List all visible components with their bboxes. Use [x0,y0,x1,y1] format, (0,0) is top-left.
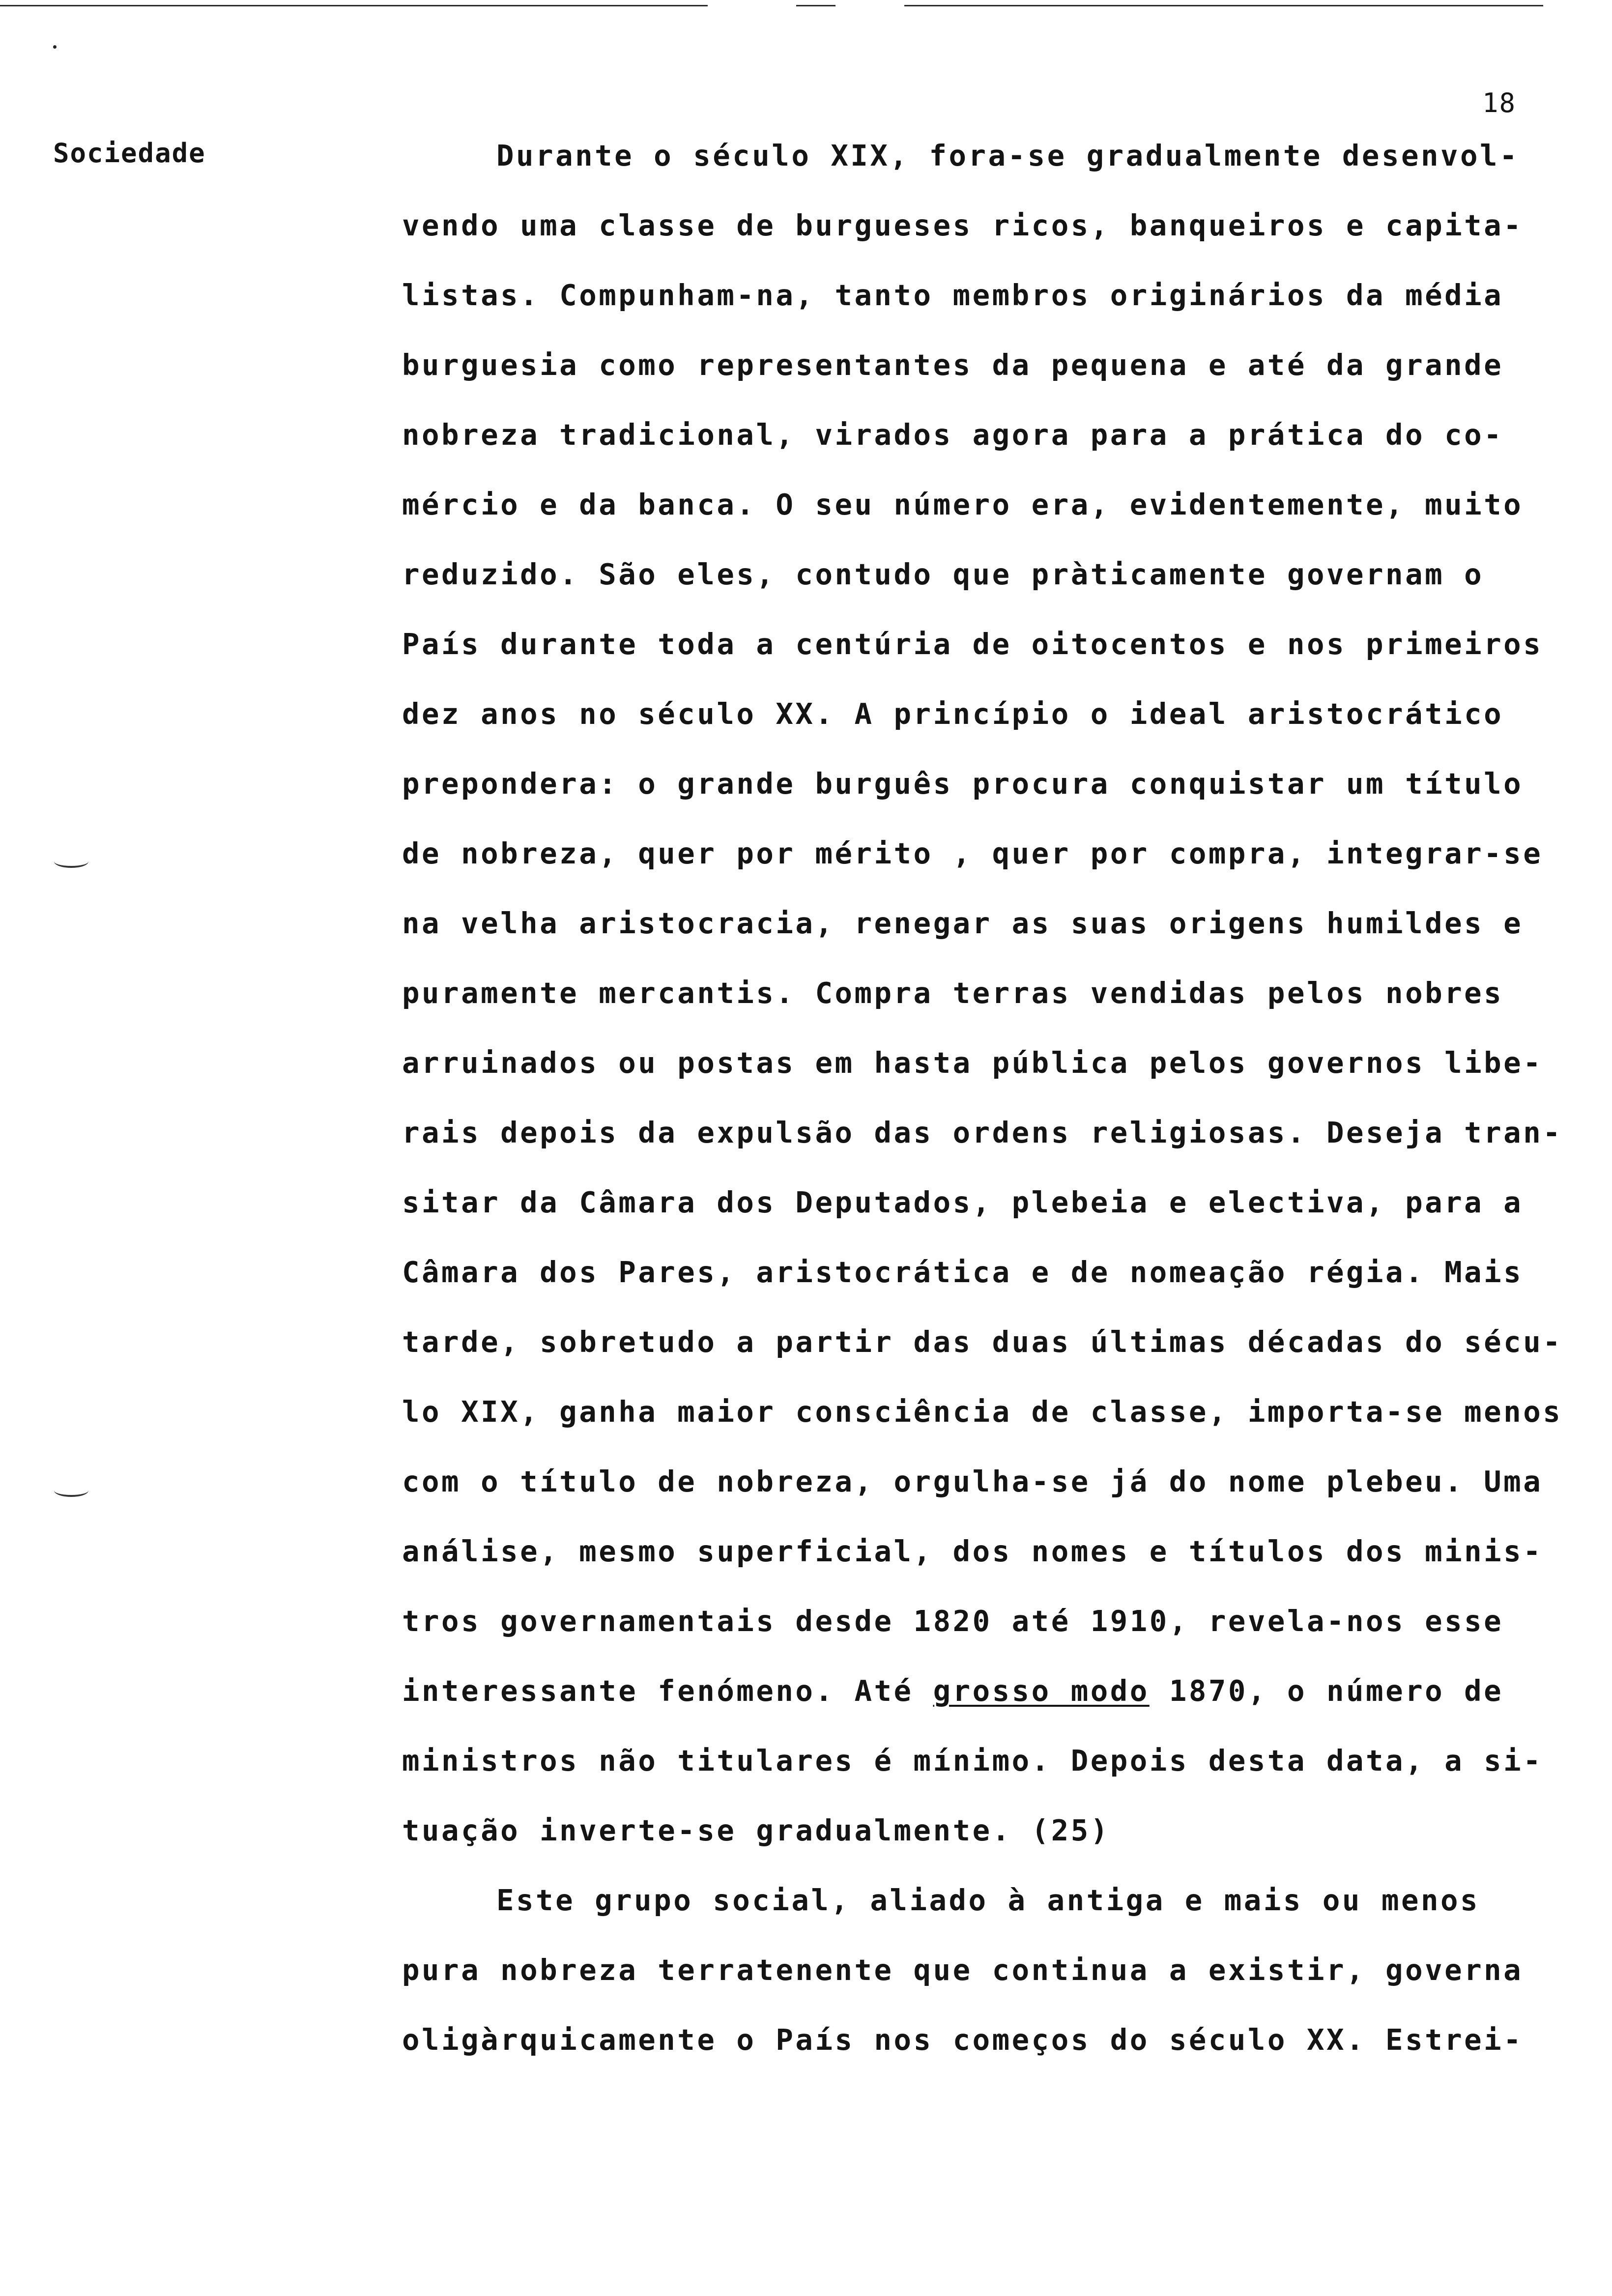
text-line: sitar da Câmara dos Deputados, plebeia e electiva, para a [402,1185,1524,1219]
text-line: vendo uma classe de burgueses ricos, banqueiros e capita- [402,208,1524,242]
text-line [402,1674,1503,1708]
text-line: Este grupo social, aliado à antiga e mais ou menos [496,1883,1480,1917]
text-line: com o título de nobreza, orgulha-se já do nome plebeu. Uma [402,1464,1543,1498]
text-line: prepondera: o grande burguês procura conquistar um título [402,767,1524,801]
text-line: lo XIX, ganha maior consciência de classe, importa-se menos [402,1395,1563,1429]
text-line: burguesia como representantes da pequena e até da grande [402,348,1504,382]
text-line: nobreza tradicional, virados agora para a prática do co- [402,418,1504,452]
page-number: 18 [1482,87,1517,118]
text-line: de nobreza, quer por mérito , quer por compra, integrar-se [402,836,1543,870]
text-line: oligàrquicamente o País nos começos do século XX. Estrei- [402,2023,1524,2057]
text-line: pura nobreza terratenente que continua a existir, governa [402,1953,1524,1987]
text-line: na velha aristocracia, renegar as suas origens humildes e [402,906,1524,940]
text-run: 1870, o número de [1149,1674,1504,1708]
text-line: dez anos no século XX. A princípio o ideal aristocrático [402,697,1504,731]
text-line: arruinados ou postas em hasta pública pelos governos libe- [402,1046,1543,1080]
text-line: rais depois da expulsão das ordens religiosas. Deseja tran- [402,1116,1563,1149]
text-run: interessante fenómeno. Até [402,1674,933,1708]
text-line: tuação inverte-se gradualmente. (25) [402,1813,1110,1847]
text-line: puramente mercantis. Compra terras vendidas pelos nobres [402,976,1504,1010]
underlined-phrase: grosso modo [933,1674,1150,1708]
text-line: Durante o século XIX, fora-se gradualmente desenvol- [496,139,1520,172]
margin-section-label: Sociedade [53,138,206,169]
text-line: tros governamentais desde 1820 até 1910, revela-nos esse [402,1604,1504,1638]
text-line: País durante toda a centúria de oitocentos e nos primeiros [402,627,1543,661]
text-line: reduzido. São eles, contudo que pràticamente governam o [402,557,1484,591]
text-line: análise, mesmo superficial, dos nomes e títulos dos minis- [402,1534,1543,1568]
text-line: mércio e da banca. O seu número era, evidentemente, muito [402,488,1524,521]
text-line: ministros não titulares é mínimo. Depois desta data, a si- [402,1744,1543,1778]
text-line: listas. Compunham-na, tanto membros originários da média [402,278,1504,312]
text-line: Câmara dos Pares, aristocrática e de nomeação régia. Mais [402,1255,1524,1289]
text-line: tarde, sobretudo a partir das duas últimas décadas do sécu- [402,1325,1563,1359]
